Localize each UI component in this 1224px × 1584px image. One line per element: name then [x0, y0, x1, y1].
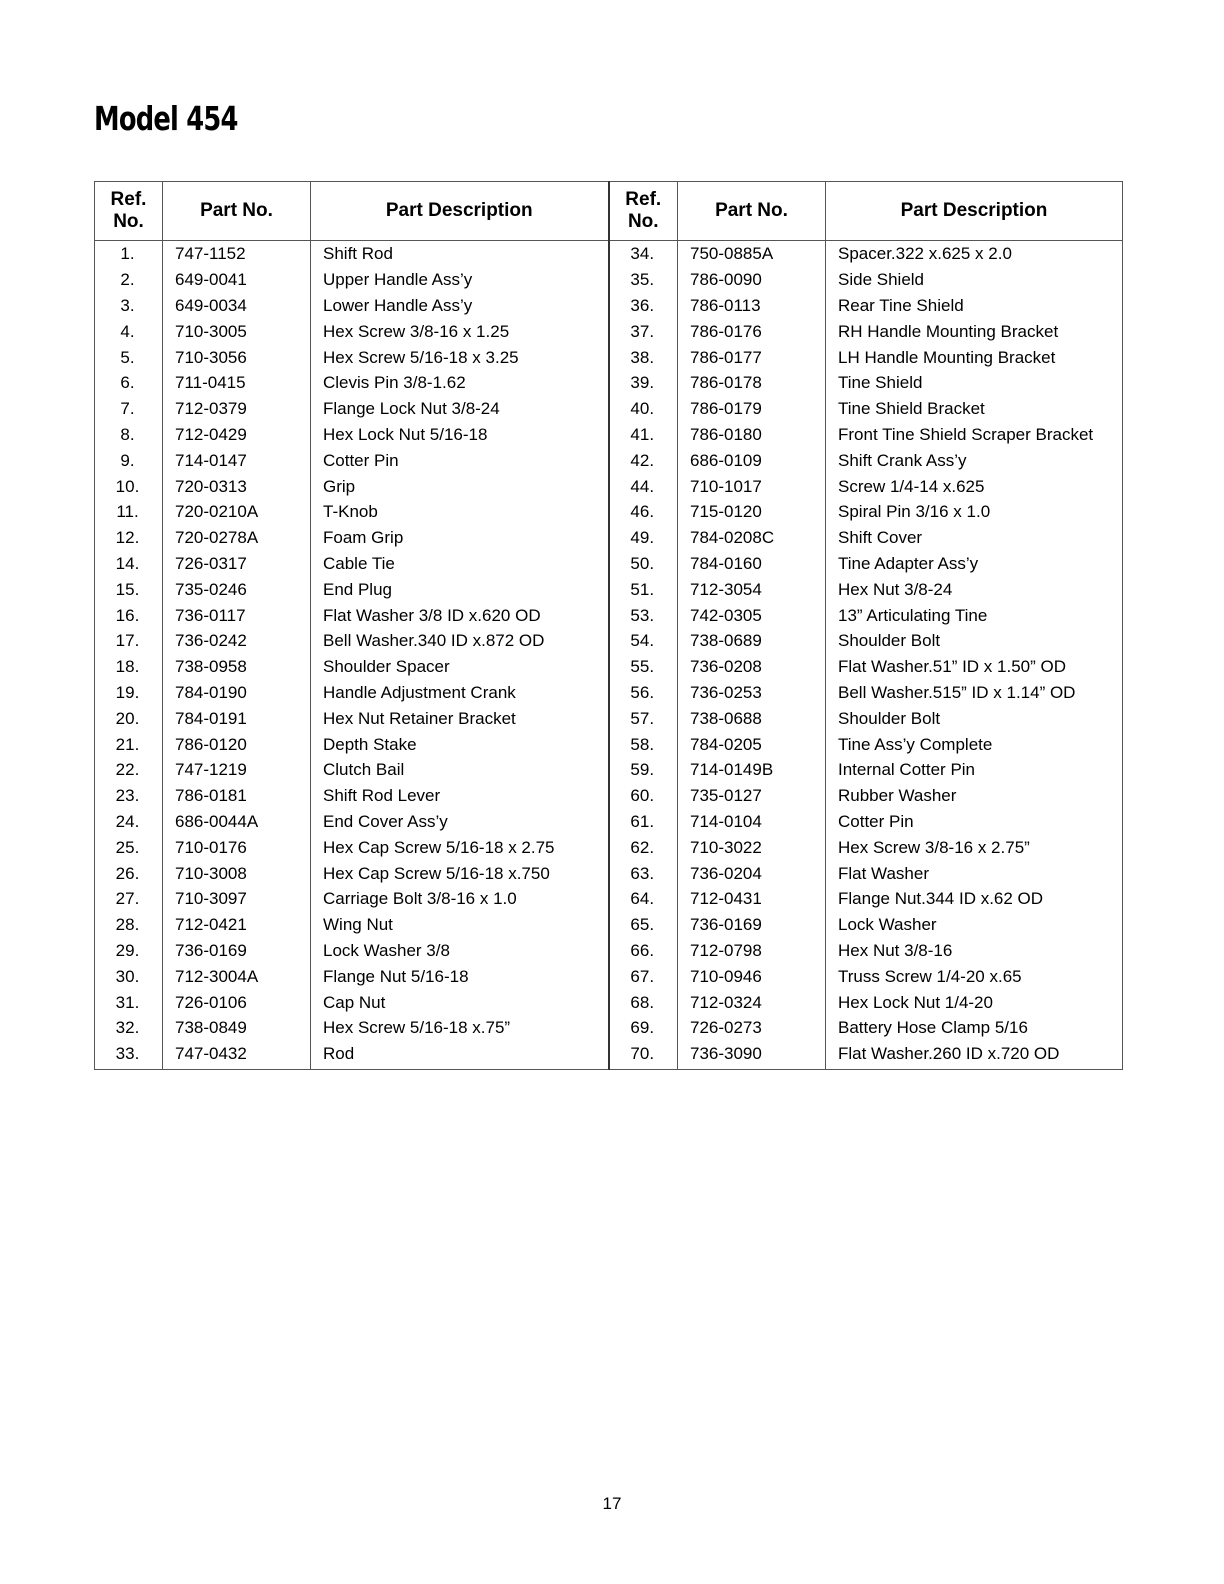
part-description-cell: Rod: [311, 1041, 609, 1069]
table-row: [95, 963, 1123, 989]
header-part-description: Part Description: [311, 182, 609, 241]
part-no-cell: 736-0169: [163, 938, 311, 964]
table-row: [95, 705, 1123, 731]
part-no-cell: 786-0176: [678, 318, 826, 344]
part-description-cell: Bell Washer.340 ID x.872 OD: [311, 628, 609, 654]
table-row: [95, 551, 1123, 577]
part-no-cell: 720-0210A: [163, 499, 311, 525]
table-row: [95, 989, 1123, 1015]
ref-no-cell: 34.: [609, 241, 678, 267]
part-no-cell: 786-0179: [678, 396, 826, 422]
part-description-cell: Depth Stake: [311, 731, 609, 757]
part-no-cell: 710-3008: [163, 860, 311, 886]
part-description-cell: Hex Nut 3/8-24: [826, 576, 1123, 602]
part-description-cell: Lock Washer: [826, 912, 1123, 938]
ref-no-cell: 6.: [95, 370, 163, 396]
ref-no-cell: 58.: [609, 731, 678, 757]
ref-no-cell: 37.: [609, 318, 678, 344]
part-description-cell: 13” Articulating Tine: [826, 602, 1123, 628]
ref-no-cell: 8.: [95, 422, 163, 448]
part-no-cell: 712-0431: [678, 886, 826, 912]
ref-no-cell: 70.: [609, 1041, 678, 1069]
table-row: [95, 396, 1123, 422]
part-description-cell: Spiral Pin 3/16 x 1.0: [826, 499, 1123, 525]
ref-no-cell: 54.: [609, 628, 678, 654]
part-no-cell: 736-3090: [678, 1041, 826, 1069]
part-no-cell: 747-0432: [163, 1041, 311, 1069]
ref-no-cell: 53.: [609, 602, 678, 628]
table-row: [95, 783, 1123, 809]
table-row: [95, 628, 1123, 654]
part-description-cell: Cotter Pin: [311, 447, 609, 473]
part-description-cell: Lower Handle Ass’y: [311, 293, 609, 319]
part-description-cell: Grip: [311, 473, 609, 499]
ref-no-cell: 4.: [95, 318, 163, 344]
part-no-cell: 710-0946: [678, 963, 826, 989]
part-no-cell: 712-0421: [163, 912, 311, 938]
page-number: 17: [602, 1494, 622, 1513]
ref-no-cell: 50.: [609, 551, 678, 577]
part-no-cell: 720-0313: [163, 473, 311, 499]
part-no-cell: 712-0798: [678, 938, 826, 964]
part-description-cell: Hex Nut 3/8-16: [826, 938, 1123, 964]
part-no-cell: 711-0415: [163, 370, 311, 396]
ref-no-cell: 38.: [609, 344, 678, 370]
part-no-cell: 786-0180: [678, 422, 826, 448]
part-no-cell: 784-0160: [678, 551, 826, 577]
ref-no-cell: 55.: [609, 654, 678, 680]
part-description-cell: Front Tine Shield Scraper Bracket: [826, 422, 1123, 448]
table-row: [95, 1041, 1123, 1069]
table-row: [95, 757, 1123, 783]
part-no-cell: 738-0688: [678, 705, 826, 731]
ref-no-cell: 51.: [609, 576, 678, 602]
part-no-cell: 649-0034: [163, 293, 311, 319]
ref-no-cell: 42.: [609, 447, 678, 473]
part-description-cell: Handle Adjustment Crank: [311, 680, 609, 706]
part-no-cell: 738-0849: [163, 1015, 311, 1041]
part-no-cell: 714-0147: [163, 447, 311, 473]
part-description-cell: Cable Tie: [311, 551, 609, 577]
ref-no-cell: 12.: [95, 525, 163, 551]
ref-no-cell: 19.: [95, 680, 163, 706]
part-description-cell: Tine Ass’y Complete: [826, 731, 1123, 757]
part-no-cell: 712-0429: [163, 422, 311, 448]
ref-no-cell: 16.: [95, 602, 163, 628]
part-no-cell: 712-0324: [678, 989, 826, 1015]
part-description-cell: Truss Screw 1/4-20 x.65: [826, 963, 1123, 989]
part-no-cell: 710-3097: [163, 886, 311, 912]
table-row: [95, 860, 1123, 886]
part-no-cell: 736-0117: [163, 602, 311, 628]
ref-no-cell: 24.: [95, 809, 163, 835]
part-description-cell: Battery Hose Clamp 5/16: [826, 1015, 1123, 1041]
ref-no-cell: 63.: [609, 860, 678, 886]
part-no-cell: 736-0253: [678, 680, 826, 706]
header-row: [95, 182, 1123, 241]
part-no-cell: 686-0109: [678, 447, 826, 473]
part-description-cell: Flange Nut.344 ID x.62 OD: [826, 886, 1123, 912]
ref-no-cell: 68.: [609, 989, 678, 1015]
part-no-cell: 738-0689: [678, 628, 826, 654]
part-description-cell: Hex Cap Screw 5/16-18 x.750: [311, 860, 609, 886]
part-no-cell: 712-3054: [678, 576, 826, 602]
table-row: [95, 422, 1123, 448]
part-description-cell: Shift Crank Ass’y: [826, 447, 1123, 473]
part-no-cell: 710-3056: [163, 344, 311, 370]
part-no-cell: 786-0090: [678, 267, 826, 293]
part-no-cell: 712-3004A: [163, 963, 311, 989]
ref-no-cell: 22.: [95, 757, 163, 783]
ref-no-cell: 25.: [95, 834, 163, 860]
table-row: [95, 680, 1123, 706]
part-description-cell: Tine Shield Bracket: [826, 396, 1123, 422]
part-no-cell: 736-0204: [678, 860, 826, 886]
part-description-cell: End Cover Ass’y: [311, 809, 609, 835]
table-row: [95, 654, 1123, 680]
part-description-cell: Rubber Washer: [826, 783, 1123, 809]
part-no-cell: 747-1219: [163, 757, 311, 783]
page-title: Model 454: [94, 99, 238, 138]
part-no-cell: 726-0106: [163, 989, 311, 1015]
part-description-cell: Shift Cover: [826, 525, 1123, 551]
part-no-cell: 736-0169: [678, 912, 826, 938]
part-no-cell: 750-0885A: [678, 241, 826, 267]
parts-list-table: [94, 181, 1123, 1070]
part-no-cell: 735-0246: [163, 576, 311, 602]
part-description-cell: Flat Washer.260 ID x.720 OD: [826, 1041, 1123, 1069]
table-body: [95, 241, 1123, 1070]
table-row: [95, 267, 1123, 293]
part-description-cell: Shoulder Bolt: [826, 705, 1123, 731]
part-no-cell: 714-0149B: [678, 757, 826, 783]
ref-no-cell: 3.: [95, 293, 163, 319]
table-row: [95, 344, 1123, 370]
ref-no-cell: 23.: [95, 783, 163, 809]
header-part-description: Part Description: [826, 182, 1123, 241]
table-row: [95, 447, 1123, 473]
ref-no-cell: 49.: [609, 525, 678, 551]
ref-no-cell: 69.: [609, 1015, 678, 1041]
ref-no-cell: 1.: [95, 241, 163, 267]
part-description-cell: Tine Adapter Ass’y: [826, 551, 1123, 577]
part-no-cell: 726-0273: [678, 1015, 826, 1041]
table-row: [95, 602, 1123, 628]
part-no-cell: 686-0044A: [163, 809, 311, 835]
part-description-cell: Shift Rod Lever: [311, 783, 609, 809]
header-ref-no: Ref. No.: [95, 182, 163, 241]
part-description-cell: LH Handle Mounting Bracket: [826, 344, 1123, 370]
table-row: [95, 912, 1123, 938]
table-row: [95, 576, 1123, 602]
part-description-cell: Shoulder Spacer: [311, 654, 609, 680]
part-no-cell: 720-0278A: [163, 525, 311, 551]
part-no-cell: 710-3022: [678, 834, 826, 860]
part-description-cell: Flat Washer: [826, 860, 1123, 886]
part-no-cell: 747-1152: [163, 241, 311, 267]
part-no-cell: 784-0205: [678, 731, 826, 757]
header-ref-no: Ref. No.: [609, 182, 678, 241]
part-description-cell: Clevis Pin 3/8-1.62: [311, 370, 609, 396]
part-no-cell: 784-0191: [163, 705, 311, 731]
part-description-cell: RH Handle Mounting Bracket: [826, 318, 1123, 344]
ref-no-cell: 39.: [609, 370, 678, 396]
part-description-cell: Shoulder Bolt: [826, 628, 1123, 654]
part-no-cell: 726-0317: [163, 551, 311, 577]
part-no-cell: 742-0305: [678, 602, 826, 628]
table-header: [95, 182, 1123, 241]
ref-no-cell: 33.: [95, 1041, 163, 1069]
ref-no-cell: 26.: [95, 860, 163, 886]
part-description-cell: Shift Rod: [311, 241, 609, 267]
part-description-cell: Lock Washer 3/8: [311, 938, 609, 964]
part-no-cell: 784-0208C: [678, 525, 826, 551]
part-description-cell: Tine Shield: [826, 370, 1123, 396]
ref-no-cell: 5.: [95, 344, 163, 370]
ref-no-cell: 67.: [609, 963, 678, 989]
ref-no-cell: 17.: [95, 628, 163, 654]
table-row: [95, 731, 1123, 757]
table-row: [95, 293, 1123, 319]
ref-no-cell: 15.: [95, 576, 163, 602]
ref-no-cell: 7.: [95, 396, 163, 422]
ref-no-cell: 46.: [609, 499, 678, 525]
ref-no-cell: 9.: [95, 447, 163, 473]
part-no-cell: 786-0181: [163, 783, 311, 809]
part-no-cell: 738-0958: [163, 654, 311, 680]
ref-no-cell: 10.: [95, 473, 163, 499]
part-description-cell: Foam Grip: [311, 525, 609, 551]
ref-no-cell: 40.: [609, 396, 678, 422]
part-description-cell: Clutch Bail: [311, 757, 609, 783]
part-description-cell: Hex Screw 3/8-16 x 1.25: [311, 318, 609, 344]
part-no-cell: 714-0104: [678, 809, 826, 835]
part-no-cell: 736-0242: [163, 628, 311, 654]
part-description-cell: Hex Screw 5/16-18 x 3.25: [311, 344, 609, 370]
ref-no-cell: 21.: [95, 731, 163, 757]
ref-no-cell: 65.: [609, 912, 678, 938]
part-description-cell: Wing Nut: [311, 912, 609, 938]
part-no-cell: 784-0190: [163, 680, 311, 706]
part-description-cell: Screw 1/4-14 x.625: [826, 473, 1123, 499]
part-description-cell: Flat Washer 3/8 ID x.620 OD: [311, 602, 609, 628]
part-no-cell: 786-0178: [678, 370, 826, 396]
ref-no-cell: 57.: [609, 705, 678, 731]
table-row: [95, 473, 1123, 499]
part-no-cell: 786-0113: [678, 293, 826, 319]
part-no-cell: 735-0127: [678, 783, 826, 809]
table-row: [95, 370, 1123, 396]
part-description-cell: Internal Cotter Pin: [826, 757, 1123, 783]
part-description-cell: Cotter Pin: [826, 809, 1123, 835]
ref-no-cell: 60.: [609, 783, 678, 809]
ref-no-cell: 28.: [95, 912, 163, 938]
part-no-cell: 710-3005: [163, 318, 311, 344]
table-row: [95, 834, 1123, 860]
ref-no-cell: 29.: [95, 938, 163, 964]
ref-no-cell: 14.: [95, 551, 163, 577]
table-row: [95, 886, 1123, 912]
ref-no-cell: 56.: [609, 680, 678, 706]
part-description-cell: Flat Washer.51” ID x 1.50” OD: [826, 654, 1123, 680]
part-no-cell: 712-0379: [163, 396, 311, 422]
table-row: [95, 938, 1123, 964]
ref-no-cell: 59.: [609, 757, 678, 783]
part-description-cell: Hex Lock Nut 5/16-18: [311, 422, 609, 448]
table-row: [95, 499, 1123, 525]
part-description-cell: T-Knob: [311, 499, 609, 525]
part-description-cell: Side Shield: [826, 267, 1123, 293]
ref-no-cell: 32.: [95, 1015, 163, 1041]
part-description-cell: Upper Handle Ass’y: [311, 267, 609, 293]
header-part-no: Part No.: [678, 182, 826, 241]
table-row: [95, 525, 1123, 551]
part-description-cell: Flange Lock Nut 3/8-24: [311, 396, 609, 422]
ref-no-cell: 11.: [95, 499, 163, 525]
ref-no-cell: 30.: [95, 963, 163, 989]
ref-no-cell: 64.: [609, 886, 678, 912]
ref-no-cell: 35.: [609, 267, 678, 293]
ref-no-cell: 2.: [95, 267, 163, 293]
ref-no-cell: 18.: [95, 654, 163, 680]
table-row: [95, 241, 1123, 267]
ref-no-cell: 27.: [95, 886, 163, 912]
ref-no-cell: 41.: [609, 422, 678, 448]
part-description-cell: Cap Nut: [311, 989, 609, 1015]
table-row: [95, 318, 1123, 344]
part-description-cell: Bell Washer.515” ID x 1.14” OD: [826, 680, 1123, 706]
part-no-cell: 710-0176: [163, 834, 311, 860]
part-no-cell: 715-0120: [678, 499, 826, 525]
part-description-cell: Hex Lock Nut 1/4-20: [826, 989, 1123, 1015]
header-part-no: Part No.: [163, 182, 311, 241]
part-description-cell: Hex Screw 3/8-16 x 2.75”: [826, 834, 1123, 860]
part-description-cell: Flange Nut 5/16-18: [311, 963, 609, 989]
part-no-cell: 710-1017: [678, 473, 826, 499]
part-no-cell: 786-0177: [678, 344, 826, 370]
table-row: [95, 809, 1123, 835]
ref-no-cell: 66.: [609, 938, 678, 964]
part-description-cell: Carriage Bolt 3/8-16 x 1.0: [311, 886, 609, 912]
part-description-cell: Rear Tine Shield: [826, 293, 1123, 319]
ref-no-cell: 31.: [95, 989, 163, 1015]
part-description-cell: Hex Screw 5/16-18 x.75”: [311, 1015, 609, 1041]
part-description-cell: Hex Nut Retainer Bracket: [311, 705, 609, 731]
part-no-cell: 649-0041: [163, 267, 311, 293]
ref-no-cell: 44.: [609, 473, 678, 499]
ref-no-cell: 36.: [609, 293, 678, 319]
part-no-cell: 786-0120: [163, 731, 311, 757]
part-description-cell: End Plug: [311, 576, 609, 602]
ref-no-cell: 61.: [609, 809, 678, 835]
ref-no-cell: 20.: [95, 705, 163, 731]
ref-no-cell: 62.: [609, 834, 678, 860]
part-description-cell: Hex Cap Screw 5/16-18 x 2.75: [311, 834, 609, 860]
part-description-cell: Spacer.322 x.625 x 2.0: [826, 241, 1123, 267]
part-no-cell: 736-0208: [678, 654, 826, 680]
table-row: [95, 1015, 1123, 1041]
